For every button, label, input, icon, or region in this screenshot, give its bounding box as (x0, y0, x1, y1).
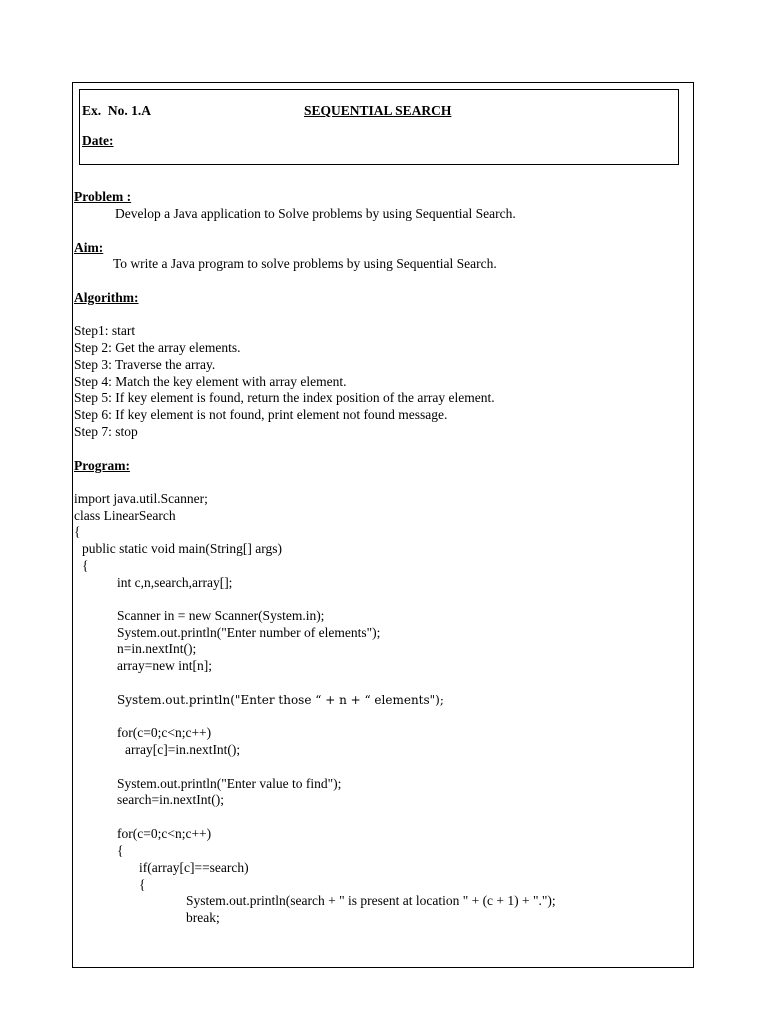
code-line: for(c=0;c<n;c++) (117, 826, 212, 841)
aim-heading: Aim: (74, 240, 104, 255)
code-line: Scanner in = new Scanner(System.in); (117, 608, 325, 623)
algorithm-heading: Algorithm: (74, 290, 139, 305)
algorithm-step: Step1: start (74, 323, 136, 338)
code-line: array[c]=in.nextInt(); (125, 742, 241, 757)
date-label: Date: (82, 133, 114, 148)
algorithm-step: Step 4: Match the key element with array element. (74, 374, 347, 389)
code-line: System.out.println("Enter value to find"); (117, 776, 342, 791)
code-line: System.out.println(search + " is present at location " + (c + 1) + "."); (186, 893, 556, 908)
code-line: System.out.println("Enter number of elements"); (117, 625, 381, 640)
code-line: array=new int[n]; (117, 658, 212, 673)
code-line: { (82, 558, 89, 573)
code-line: System.out.println("Enter those “ + n + “ elements"); (117, 693, 444, 707)
code-line: int c,n,search,array[]; (117, 575, 233, 590)
exercise-number: Ex. No. 1.A (82, 103, 152, 118)
problem-text: Develop a Java application to Solve problems by using Sequential Search. (115, 206, 516, 221)
code-line: { (74, 524, 81, 539)
header-box (79, 89, 679, 165)
code-line: search=in.nextInt(); (117, 792, 224, 807)
document-title: SEQUENTIAL SEARCH (304, 103, 452, 118)
code-line: if(array[c]==search) (139, 860, 249, 875)
code-line: { (139, 877, 146, 892)
program-heading: Program: (74, 458, 130, 473)
code-line: import java.util.Scanner; (74, 491, 208, 506)
code-line: n=in.nextInt(); (117, 641, 197, 656)
algorithm-step: Step 7: stop (74, 424, 138, 439)
code-line: public static void main(String[] args) (82, 541, 282, 556)
code-line: break; (186, 910, 220, 925)
algorithm-step: Step 5: If key element is found, return the index position of the array element. (74, 390, 495, 405)
algorithm-step: Step 6: If key element is not found, print element not found message. (74, 407, 448, 422)
aim-text: To write a Java program to solve problems by using Sequential Search. (113, 256, 497, 271)
code-line: class LinearSearch (74, 508, 176, 523)
algorithm-step: Step 3: Traverse the array. (74, 357, 216, 372)
code-line: { (117, 843, 124, 858)
problem-heading: Problem : (74, 189, 132, 204)
code-line: for(c=0;c<n;c++) (117, 725, 212, 740)
algorithm-step: Step 2: Get the array elements. (74, 340, 241, 355)
